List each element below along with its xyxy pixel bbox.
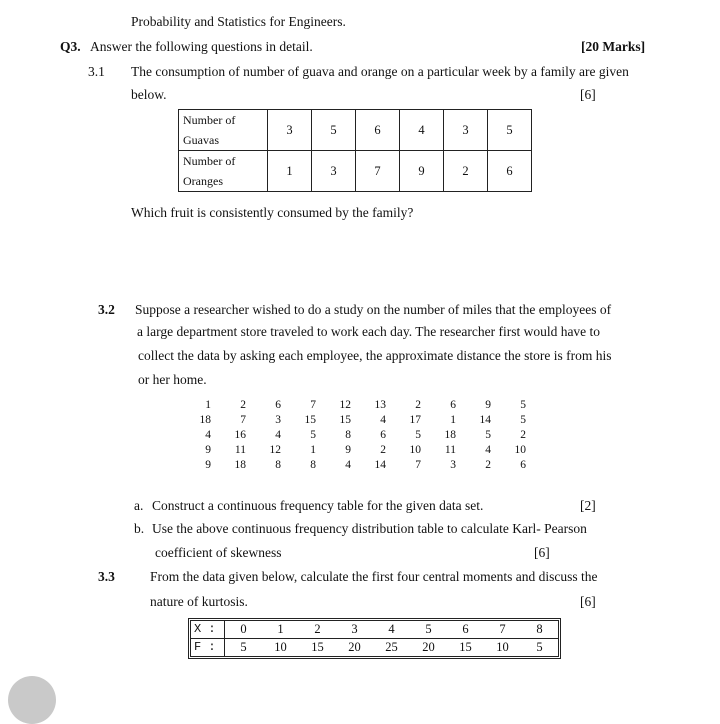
x-value: 1 (277, 622, 284, 636)
consumption-table (178, 109, 532, 192)
table-cell: 9 (205, 444, 211, 456)
table-row (176, 428, 526, 443)
q33-line2: nature of kurtosis. (150, 594, 248, 609)
table-row (176, 413, 526, 428)
q32-line: collect the data by asking each employee, the approximate distance the store is from his (138, 348, 612, 363)
f-value: 15 (311, 640, 324, 654)
table-cell: 18 (199, 414, 211, 426)
table-cell: 9 (345, 444, 351, 456)
table-row (176, 443, 526, 458)
q32b-label: b. (134, 521, 145, 536)
table-cell: 18 (234, 459, 246, 471)
table-cell: 14 (374, 459, 386, 471)
table-cell: 15 (339, 414, 351, 426)
table-cell: 18 (444, 429, 456, 441)
q31-question: Which fruit is consistently consumed by the family? (131, 205, 414, 220)
table-cell: 5 (312, 110, 356, 151)
q33-number: 3.3 (98, 569, 115, 584)
f-value: 15 (459, 640, 472, 654)
header-title: Probability and Statistics for Engineers. (131, 14, 346, 29)
table-cell: 9 (400, 151, 444, 192)
f-value: 10 (496, 640, 509, 654)
q3-label: Q3. (60, 39, 81, 54)
q32b-marks: [6] (534, 545, 550, 560)
q31-marks: [6] (580, 87, 596, 102)
table-cell: 13 (374, 399, 386, 411)
table-cell: 4 (485, 444, 491, 456)
row-label: Number of Oranges (179, 151, 268, 192)
table-cell: 1 (450, 414, 456, 426)
q3-marks: [20 Marks] (581, 39, 646, 54)
table-cell: 4 (400, 110, 444, 151)
table-cell: 3 (444, 110, 488, 151)
table-cell: 1 (310, 444, 316, 456)
table-cell: 3 (312, 151, 356, 192)
table-cell: 5 (520, 414, 526, 426)
q32a-text: Construct a continuous frequency table for the given data set. (152, 498, 484, 513)
table-cell: 11 (444, 444, 456, 456)
f-value: 20 (422, 640, 435, 654)
q33-line1: From the data given below, calculate the first four central moments and discuss the (150, 569, 598, 584)
table-cell: 6 (488, 151, 532, 192)
table-row (179, 110, 532, 151)
table-cell: 9 (205, 459, 211, 471)
table-cell: 4 (345, 459, 351, 471)
table-cell: 1 (205, 399, 211, 411)
table-cell: 14 (479, 414, 491, 426)
table-cell: 6 (380, 429, 386, 441)
table-cell: 17 (409, 414, 421, 426)
table-cell: 2 (520, 429, 526, 441)
table-cell: 6 (275, 399, 281, 411)
table-cell: 5 (488, 110, 532, 151)
table-cell: 15 (304, 414, 316, 426)
table-cell: 4 (275, 429, 281, 441)
q32a-label: a. (134, 498, 144, 513)
table-cell: 16 (234, 429, 246, 441)
table-cell: 8 (310, 459, 316, 471)
x-value: 7 (499, 622, 506, 636)
table-cell: 4 (380, 414, 386, 426)
table-cell: 5 (520, 399, 526, 411)
table-cell: 5 (485, 429, 491, 441)
table-cell: 2 (380, 444, 386, 456)
table-cell: 6 (356, 110, 400, 151)
table-row (176, 458, 526, 473)
q3-text: Answer the following questions in detail. (90, 39, 313, 54)
table-cell: 2 (444, 151, 488, 192)
q31-line2: below. (131, 87, 167, 102)
table-cell: 9 (485, 399, 491, 411)
table-cell: 6 (520, 459, 526, 471)
q32-line: or her home. (138, 372, 207, 387)
table-cell: 3 (450, 459, 456, 471)
table-cell: 2 (415, 399, 421, 411)
table-cell: 4 (205, 429, 211, 441)
q31-line1: The consumption of number of guava and orange on a particular week by a family are given (131, 64, 629, 79)
x-value: 0 (240, 622, 247, 636)
f-value: 20 (348, 640, 361, 654)
q32b-line1: Use the above continuous frequency distribution table to calculate Karl- Pearson (152, 521, 587, 536)
x-value: 8 (536, 622, 543, 636)
table-cell: 7 (240, 414, 246, 426)
q33-marks: [6] (580, 594, 596, 609)
x-value: 2 (314, 622, 321, 636)
table-cell: 7 (310, 399, 316, 411)
f-value: 10 (274, 640, 287, 654)
table-cell: 10 (409, 444, 421, 456)
table-cell: 5 (415, 429, 421, 441)
table-cell: 11 (234, 444, 246, 456)
q32b-line2: coefficient of skewness (155, 545, 282, 560)
f-value: 5 (536, 640, 543, 654)
table-row (176, 398, 526, 413)
table-row (179, 151, 532, 192)
table-cell: 5 (310, 429, 316, 441)
x-row (191, 621, 558, 638)
miles-data-grid (176, 398, 526, 473)
x-value: 5 (425, 622, 432, 636)
table-cell: 2 (240, 399, 246, 411)
f-label: F : (191, 639, 225, 656)
q32a-marks: [2] (580, 498, 596, 513)
table-cell: 3 (275, 414, 281, 426)
floating-action-button[interactable] (8, 676, 56, 724)
row-label: Number of Guavas (179, 110, 268, 151)
table-cell: 8 (345, 429, 351, 441)
f-value: 25 (385, 640, 398, 654)
x-value: 3 (351, 622, 358, 636)
table-cell: 7 (415, 459, 421, 471)
table-cell: 1 (268, 151, 312, 192)
table-cell: 12 (269, 444, 281, 456)
q32-line: a large department store traveled to work each day. The researcher first would have to (137, 324, 601, 339)
q32-line: Suppose a researcher wished to do a study on the number of miles that the employees of (135, 302, 612, 317)
table-cell: 3 (268, 110, 312, 151)
x-value: 4 (388, 622, 395, 636)
table-cell: 2 (485, 459, 491, 471)
table-cell: 6 (450, 399, 456, 411)
table-cell: 12 (339, 399, 351, 411)
moments-table (188, 618, 561, 659)
x-label: X : (191, 621, 225, 638)
x-value: 6 (462, 622, 469, 636)
table-cell: 10 (514, 444, 526, 456)
q31-number: 3.1 (88, 64, 105, 79)
table-cell: 7 (356, 151, 400, 192)
f-row (191, 638, 558, 656)
f-value: 5 (240, 640, 247, 654)
q32-number: 3.2 (98, 302, 115, 317)
table-cell: 8 (275, 459, 281, 471)
